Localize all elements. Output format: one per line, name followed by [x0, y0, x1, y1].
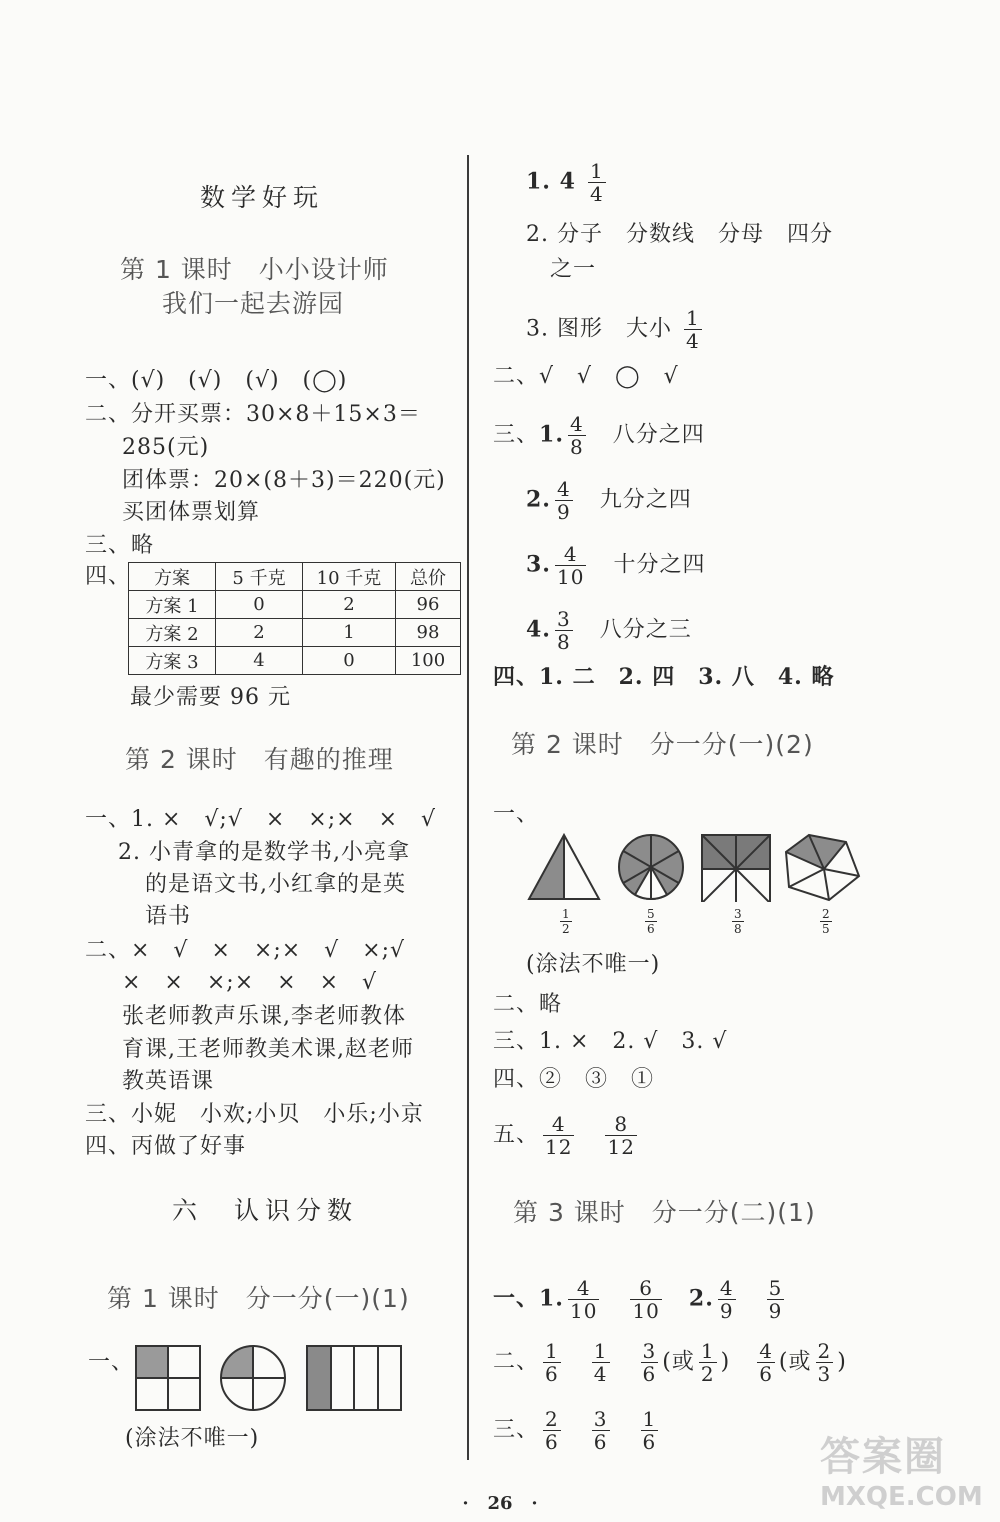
lesson-3-title: 第 1 课时 分一分(一)(1) [107, 1284, 410, 1313]
denominator: 12 [545, 1135, 573, 1159]
fraction [718, 1277, 736, 1322]
lesson-1-subtitle: 我们一起去游园 [162, 289, 345, 318]
fraction [630, 1277, 661, 1322]
denominator: 9 [768, 1299, 783, 1323]
numerator: 1 [593, 1339, 608, 1363]
r-q1-3-text: 3. 图形 大小 [526, 316, 672, 342]
numerator: 2 [822, 907, 830, 921]
l1-q2-line1: 二、分开买票：30×8＋15×3＝ [85, 402, 421, 427]
fraction [555, 608, 573, 653]
denominator: 6 [545, 1430, 559, 1454]
r-q1-3 [526, 307, 706, 352]
numerator: 3 [593, 1407, 608, 1431]
item-text: 十分之四 [613, 552, 706, 578]
item-text: 八分之四 [612, 422, 705, 448]
denominator: 4 [589, 182, 604, 206]
numerator: 3 [642, 1339, 657, 1363]
l1-q4-answer: 最少需要 96 元 [130, 685, 291, 710]
l2-q2-line5: 教英语课 [122, 1069, 215, 1094]
table-cell: 1 [303, 619, 396, 647]
r-q4: 四、1. 二 2. 四 3. 八 4. 略 [493, 664, 835, 690]
l2-q2-line1: 二、× √ × ×;× √ ×;√ [85, 938, 406, 963]
watermark-url: MXQE.COM [820, 1482, 983, 1512]
numerator: 2 [545, 1407, 559, 1431]
l1-q2-line3: 团体票：20×(8＋3)＝220(元) [122, 468, 446, 493]
r-q3-item-4 [526, 608, 692, 653]
denominator: 6 [759, 1362, 773, 1386]
fraction [592, 1408, 610, 1453]
table-cell: 2 [216, 619, 303, 647]
numerator: 2 [817, 1339, 832, 1363]
r-q1-1-text: 1. 4 [526, 168, 576, 195]
fraction [568, 413, 586, 458]
table-header-cell: 总价 [396, 563, 461, 591]
column-divider [467, 155, 469, 1460]
denominator: 4 [685, 329, 700, 353]
shape-label-3 [728, 907, 748, 936]
l2-q3: 三、小妮 小欢;小贝 小乐;小京 [85, 1102, 424, 1127]
watermark-logo-text: 答案圈 [820, 1434, 946, 1480]
denominator: 5 [822, 922, 830, 936]
table-header-cell: 10 千克 [303, 563, 396, 591]
table-cell: 2 [303, 591, 396, 619]
numerator: 1 [589, 159, 604, 183]
fraction [684, 307, 702, 352]
l2-q2-line3: 张老师教声乐课,李老师教体 [122, 1004, 406, 1029]
circle-five-sixths-shaded [619, 835, 683, 899]
section-title-fractions: 六 认识分数 [172, 1196, 359, 1225]
r-l3-q3 [493, 1408, 662, 1453]
l3-q1-prefix: 一、 [88, 1350, 135, 1375]
l1-q3: 三、略 [85, 533, 155, 558]
alt-close: ) [720, 1349, 731, 1375]
alt-close: ) [837, 1349, 847, 1375]
numerator: 3 [556, 607, 571, 631]
table-cell: 96 [396, 591, 461, 619]
fraction [568, 1277, 599, 1322]
denominator: 8 [556, 630, 571, 654]
r-q3-item-1 [493, 413, 705, 458]
denominator: 2 [700, 1362, 715, 1386]
numerator: 4 [551, 1112, 566, 1136]
denominator: 2 [562, 922, 570, 936]
page-dot: · [462, 1493, 469, 1514]
denominator: 6 [642, 1430, 657, 1454]
denominator: 12 [607, 1135, 635, 1159]
l2-q2-line2: × × ×;× × × √ [122, 970, 378, 995]
denominator: 10 [569, 1299, 598, 1323]
circle-quarter-shaded [221, 1346, 285, 1410]
r-l3-q2-prefix: 二、 [493, 1349, 540, 1375]
table-cell: 98 [396, 619, 461, 647]
shape-label-4 [816, 907, 836, 936]
table-cell: 0 [303, 647, 396, 675]
l2-q1-2-line2: 的是语文书,小红拿的是英 [145, 872, 406, 897]
numerator: 3 [734, 907, 742, 921]
denominator: 8 [569, 435, 584, 459]
l1-q2-line2: 285(元) [122, 435, 210, 460]
r-l2-q5 [493, 1113, 641, 1158]
r-l3-q3-prefix: 三、 [493, 1417, 540, 1443]
denominator: 9 [556, 500, 571, 524]
table-cell: 100 [396, 647, 461, 675]
section-title-math-fun: 数学好玩 [200, 183, 325, 212]
l1-q2-line4: 买团体票划算 [122, 500, 261, 525]
denominator: 10 [632, 1299, 660, 1323]
square-three-eighths-shaded [702, 835, 770, 902]
numerator: 4 [563, 542, 578, 566]
numerator: 1 [642, 1407, 657, 1431]
denominator: 3 [817, 1362, 832, 1386]
l1-q4-prefix: 四、 [85, 564, 132, 589]
fraction [757, 1340, 775, 1385]
fraction [592, 1340, 610, 1385]
denominator: 6 [647, 922, 655, 936]
table-row [129, 591, 461, 619]
table-row [129, 647, 461, 675]
numerator: 5 [647, 907, 655, 921]
item-number: 4. [526, 616, 551, 643]
table-cell: 方案 1 [129, 591, 216, 619]
r-l2-q4: 四、② ③ ① [493, 1067, 655, 1092]
denominator: 4 [593, 1362, 608, 1386]
numerator: 5 [768, 1276, 783, 1300]
r-lesson-2-title: 第 2 课时 分一分(一)(2) [511, 730, 814, 759]
r-l3-q2 [493, 1340, 847, 1385]
item-text: 八分之三 [599, 617, 692, 643]
rectangle-quarter-shaded [307, 1346, 401, 1410]
table-header-cell: 5 千克 [216, 563, 303, 591]
numerator: 6 [639, 1276, 654, 1300]
denominator: 6 [545, 1362, 559, 1386]
r-q3-prefix: 三、 [493, 422, 540, 448]
fraction [767, 1277, 785, 1322]
r-q3-item-2 [526, 478, 692, 523]
denominator: 9 [719, 1299, 734, 1323]
numerator: 1 [685, 306, 700, 330]
fraction [605, 1113, 636, 1158]
table-row [129, 619, 461, 647]
fraction [641, 1408, 659, 1453]
fraction [641, 1340, 659, 1385]
lesson-2-title: 第 2 课时 有趣的推理 [125, 745, 394, 774]
r-l2-q2: 二、略 [493, 992, 563, 1017]
item-text: 九分之四 [599, 487, 692, 513]
alt-open: (或 [778, 1349, 812, 1375]
r-l2-q1-prefix: 一、 [493, 802, 540, 827]
numerator: 4 [759, 1339, 773, 1363]
numerator: 4 [576, 1276, 591, 1300]
denominator: 6 [642, 1362, 657, 1386]
fraction [543, 1408, 561, 1453]
fraction [588, 160, 606, 205]
r-q2: 二、√ √ ◯ √ [493, 364, 679, 389]
l2-q1-2-line1: 2. 小青拿的是数学书,小亮拿 [118, 840, 410, 865]
square-quarter-shaded [136, 1346, 200, 1410]
alt-open: (或 [662, 1349, 695, 1375]
denominator: 10 [556, 565, 585, 589]
r-q3-item-3 [526, 543, 705, 588]
table-cell: 4 [216, 647, 303, 675]
fraction-shapes-lesson2 [526, 832, 866, 902]
fraction [555, 543, 586, 588]
r-q1-2-line2: 之一 [550, 257, 597, 282]
item-number: 3. [526, 551, 551, 578]
numerator: 1 [545, 1339, 559, 1363]
fraction [816, 1340, 834, 1385]
table-cell: 0 [216, 591, 303, 619]
r-l3-q1-mid: 2. [688, 1285, 714, 1312]
numerator: 1 [700, 1339, 715, 1363]
denominator: 6 [593, 1430, 608, 1454]
page-dot: · [531, 1493, 538, 1514]
fraction [699, 1340, 717, 1385]
shape-label-1 [556, 907, 576, 936]
numerator: 8 [614, 1112, 629, 1136]
plan-table [128, 562, 461, 675]
l2-q1-1: 一、1. × √;√ × ×;× × √ [85, 807, 437, 832]
numerator: 4 [569, 412, 584, 436]
item-number: 2. [526, 486, 551, 513]
fraction [543, 1113, 574, 1158]
l2-q1-2-line3: 语书 [145, 904, 192, 929]
r-q1-2-line1: 2. 分子 分数线 分母 四分 [526, 222, 833, 247]
table-cell: 方案 3 [129, 647, 216, 675]
watermark [820, 1425, 995, 1520]
r-q1-1 [526, 160, 610, 205]
r-l2-note: (涂法不唯一) [526, 952, 661, 977]
r-l3-q1-prefix: 一、1. [493, 1285, 564, 1312]
l2-q2-line4: 育课,王老师教美术课,赵老师 [122, 1037, 414, 1062]
numerator: 4 [719, 1276, 734, 1300]
numerator: 1 [562, 907, 570, 921]
page-number-value: 26 [487, 1493, 513, 1514]
item-number: 1. [539, 421, 564, 448]
pentagon-two-fifths-shaded [786, 835, 859, 900]
fraction [555, 478, 573, 523]
r-lesson-3-title: 第 3 课时 分一分(二)(1) [513, 1198, 816, 1227]
r-l2-q3: 三、1. × 2. √ 3. √ [493, 1029, 728, 1054]
lesson-1-title: 第 1 课时 小小设计师 [120, 255, 389, 284]
l2-q4: 四、丙做了好事 [85, 1134, 247, 1159]
triangle-half-shaded [529, 835, 599, 899]
numerator: 4 [556, 477, 571, 501]
l3-note: (涂法不唯一) [125, 1426, 260, 1451]
l1-q1: 一、(√) (√) (√) (◯) [85, 368, 348, 393]
r-l3-q1 [493, 1277, 788, 1322]
fraction-shapes-lesson1 [135, 1345, 405, 1411]
table-header-row [129, 563, 461, 591]
table-header-cell: 方案 [129, 563, 216, 591]
shape-label-2 [641, 907, 661, 936]
table-cell: 方案 2 [129, 619, 216, 647]
denominator: 8 [734, 922, 742, 936]
fraction [543, 1340, 561, 1385]
r-l2-q5-prefix: 五、 [493, 1122, 540, 1148]
